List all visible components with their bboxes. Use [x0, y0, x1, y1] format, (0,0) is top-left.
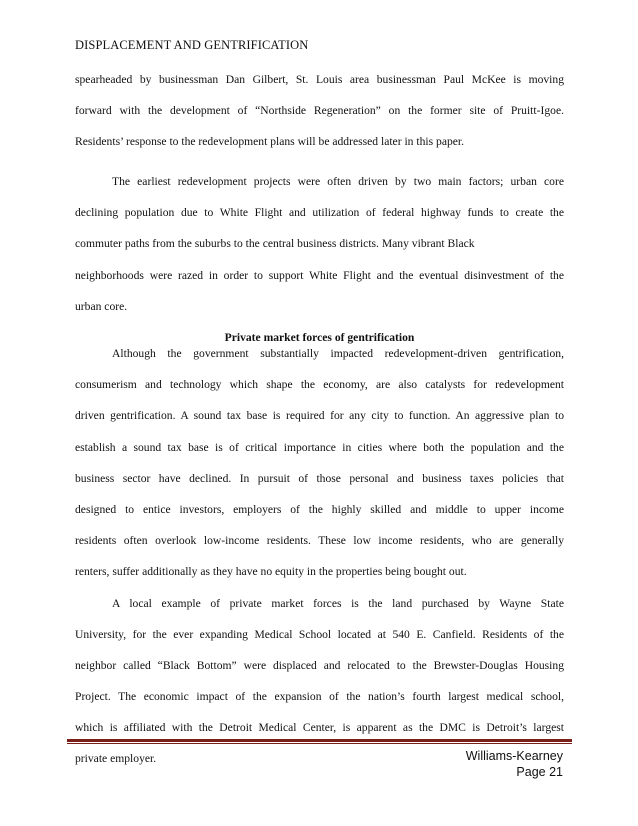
text-line: neighbor called “Black Bottom” were displaced and relocated to the Brewster-Douglas Housing: [75, 658, 564, 672]
text-line: renters, suffer additionally as they have no equity in the properties being bought out.: [75, 565, 467, 579]
text-line: neighborhoods were razed in order to support White Flight and the eventual disinvestment of the: [75, 268, 564, 282]
text-line: The earliest redevelopment projects were often driven by two main factors; urban core: [112, 175, 564, 188]
text-line: private employer.: [75, 752, 157, 766]
page-number: Page 21: [516, 765, 563, 779]
section-heading: Private market forces of gentrification: [224, 330, 415, 344]
text-line: University, for the ever expanding Medical School located at 540 E. Canfield. Residents of the: [75, 627, 564, 641]
text-line: A local example of private market forces is the land purchased by Wayne State: [112, 596, 564, 610]
text-line: Although the government substantially impacted redevelopment-driven gentrification,: [112, 347, 564, 360]
text-line: establish a sound tax base is of critical importance in cities where both the population and the: [75, 440, 564, 454]
paragraph-continuation: [75, 64, 564, 158]
paragraph-redevelopment-factors: [75, 166, 564, 353]
text-line: residents often overlook low-income residents. These low income residents, who are generally: [75, 534, 564, 548]
text-line: which is affiliated with the Detroit Medical Center, is apparent as the DMC is Detroit’s largest: [75, 721, 564, 735]
text-line: business sector have declined. In pursuit of those personal and business taxes policies that: [75, 471, 564, 485]
text-line: Project. The economic impact of the expansion of the nation’s fourth largest medical school,: [75, 690, 564, 704]
text-line: consumerism and technology which shape the economy, are also catalysts for redevelopment: [75, 378, 564, 392]
text-line: spearheaded by businessman Dan Gilbert, St. Louis area businessman Paul McKee is moving: [75, 73, 564, 86]
paragraph-market-forces: [75, 338, 564, 775]
text-line: designed to entice investors, employers of the highly skilled and middle to upper income: [75, 502, 564, 516]
text-line: driven gentrification. A sound tax base is required for any city to function. An aggressive plan to: [75, 409, 564, 423]
page-footer: [466, 748, 563, 780]
text-line: forward with the development of “Northside Regeneration” on the former site of Pruitt-Igoe.: [75, 104, 564, 118]
footer-rule-thin: [67, 743, 572, 744]
text-line: urban core.: [75, 299, 128, 313]
text-line: commuter paths from the suburbs to the central business districts. Many vibrant Black: [75, 237, 475, 251]
text-line: Residents’ response to the redevelopment plans will be addressed later in this paper.: [75, 135, 465, 149]
footer-rule-thick: [67, 739, 572, 742]
text-line: declining population due to White Flight and utilization of federal highway funds to create the: [75, 206, 564, 220]
running-header: DISPLACEMENT AND GENTRIFICATION: [75, 38, 309, 52]
footer-author: Williams-Kearney: [465, 749, 563, 763]
